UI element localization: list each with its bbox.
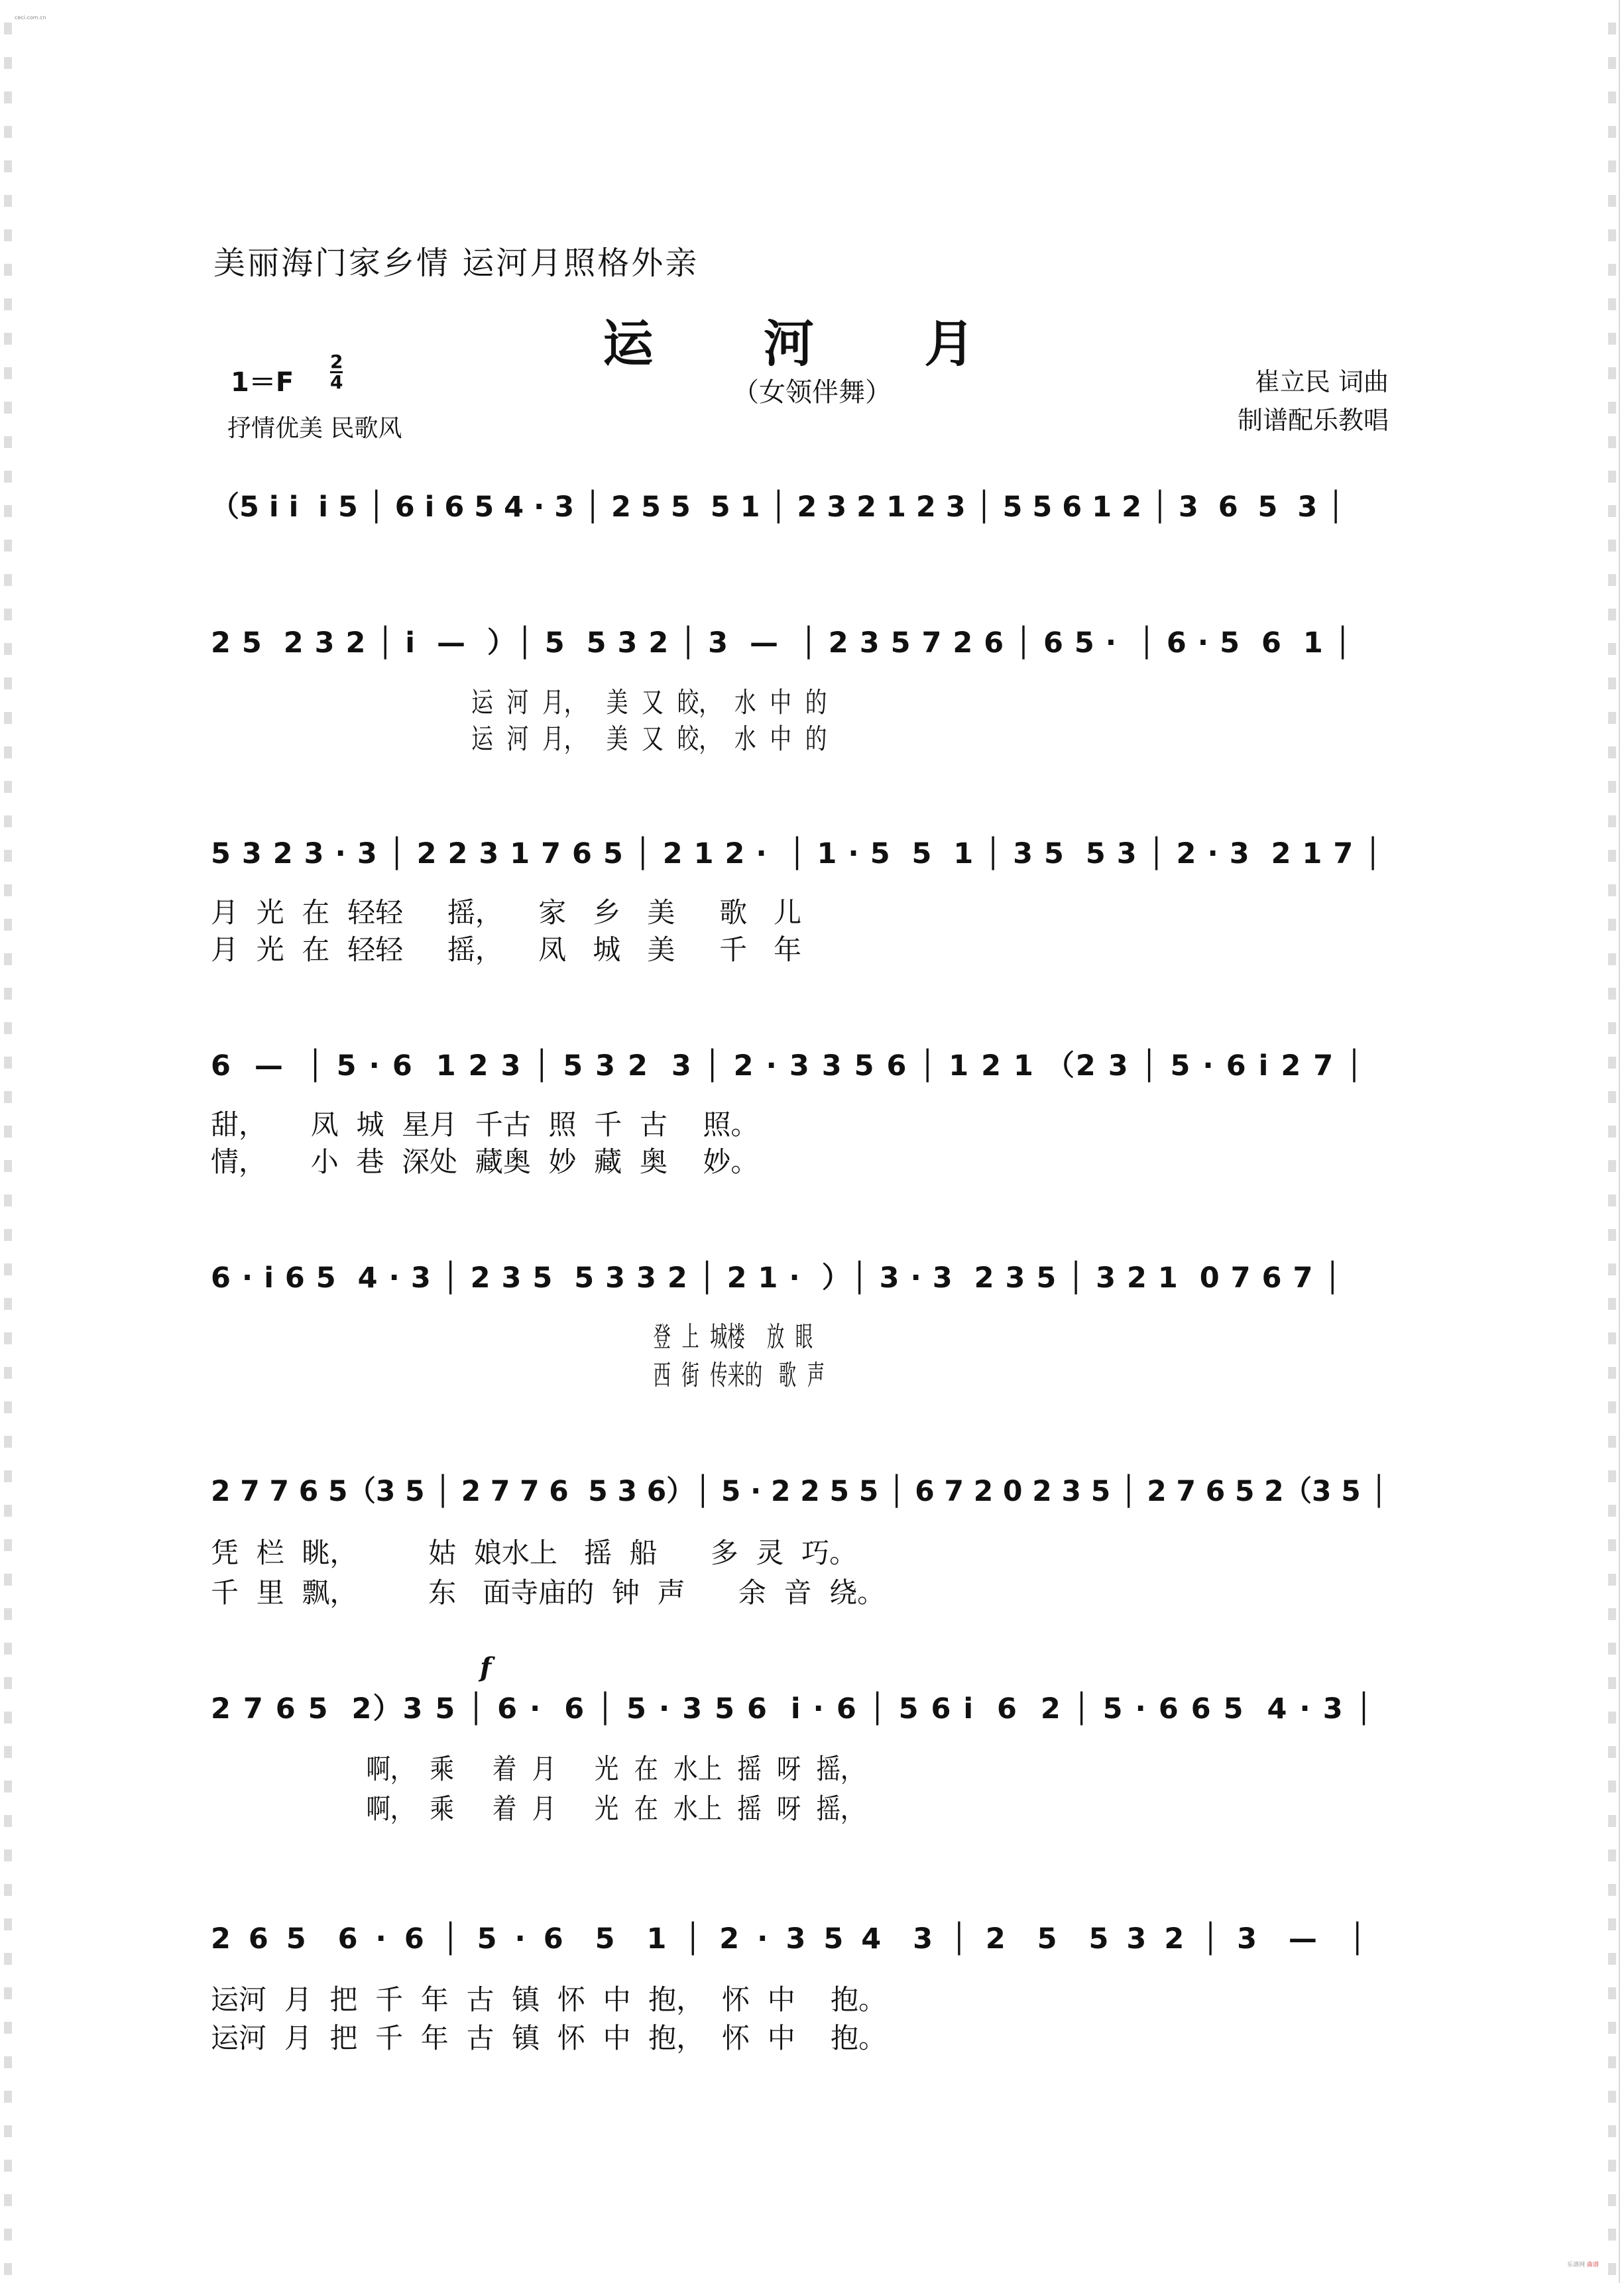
meter-denominator: 4 xyxy=(330,371,343,393)
lyrics-verse-2: 情， 小 巷 深处 藏奥 妙 藏 奥 妙。 xyxy=(211,1145,759,1178)
lyrics-verse-2: 运河 月 把 千 年 古 镇 怀 中 抱， 怀 中 抱。 xyxy=(211,2022,887,2054)
lyrics-verse-1: 运河 月 把 千 年 古 镇 怀 中 抱， 怀 中 抱。 xyxy=(211,1983,887,2016)
meter-numerator: 2 xyxy=(330,351,343,373)
footer-left-text: 乐谱网 xyxy=(1567,2262,1586,2268)
score-system-4 xyxy=(211,1046,1387,1086)
score-system-3 xyxy=(211,834,1387,874)
score-system-2 xyxy=(211,623,1387,663)
notation-line: 2 7 6 5 2）3 5 │ 6 · 6 │ 5 · 3 5 6 i · 6 │ 5 6 i 6 2 │ 5 · 6 6 5 4 · 3 │ xyxy=(211,1692,1374,1726)
credit-composer: 崔立民 词曲 xyxy=(1254,367,1389,396)
song-subtitle: （女领伴舞） xyxy=(732,377,892,408)
lyrics-verse-1: 甜， 凤 城 星月 千古 照 千 古 照。 xyxy=(211,1108,759,1141)
lyrics-verse-1: 运 河 月， 美 又 皎， 水 中 的 xyxy=(471,686,827,719)
notation-line: 5 3 2 3 · 3 │ 2 2 3 1 7 6 5 │ 2 1 2 · │ 1 · 5 5 1 │ 3 5 5 3 │ 2 · 3 2 1 7 │ xyxy=(211,837,1383,870)
score-system-8 xyxy=(211,1919,1387,1959)
score-system-7 xyxy=(211,1689,1387,1729)
notation-line: 2 5 2 3 2 │ i — ）│ 5 5 3 2 │ 3 — │ 2 3 5 7 2 6 │ 6 5 · │ 6 · 5 6 1 │ xyxy=(211,626,1352,660)
notation-line: （5 i i i 5 │ 6 i 6 5 4 · 3 │ 2 5 5 5 1 │ 2 3 2 1 2 3 │ 5 5 6 1 2 │ 3 6 5 3 │ xyxy=(211,491,1345,524)
lyrics-verse-2: 啊， 乘 着 月 光 在 水上 摇 呀 摇， xyxy=(366,1792,865,1825)
notation-line: 6 — │ 5 · 6 1 2 3 │ 5 3 2 3 │ 2 · 3 3 5 6 │ 1 2 1 （2 3 │ 5 · 6 i 2 7 │ xyxy=(211,1049,1365,1083)
lyrics-verse-2: 运 河 月， 美 又 皎， 水 中 的 xyxy=(471,723,827,755)
score-system-1 xyxy=(211,487,1387,527)
key-signature: 1＝F xyxy=(231,367,294,398)
lyrics-verse-1: 月 光 在 轻轻 摇， 家 乡 美 歌 儿 xyxy=(211,896,802,929)
lyrics-verse-2: 千 里 飘， 东 面寺庙的 钟 声 余 音 绕。 xyxy=(211,1576,886,1609)
lyrics-verse-1: 登 上 城楼 放 眼 xyxy=(653,1320,813,1353)
top-left-mark: ceci.com.cn xyxy=(15,15,46,21)
score-system-5 xyxy=(211,1258,1387,1298)
motto-line: 美丽海门家乡情 运河月照格外亲 xyxy=(213,245,699,282)
footer-right-text: 曲谱 xyxy=(1586,2262,1599,2268)
lyrics-verse-2: 西 街 传来的 歌 声 xyxy=(653,1359,825,1391)
dynamic-forte: f xyxy=(480,1652,492,1683)
score-system-6 xyxy=(211,1472,1387,1511)
notation-line: 2 7 7 6 5（3 5 │ 2 7 7 6 5 3 6）│ 5 · 2 2 5 5 │ 6 7 2 0 2 3 5 │ 2 7 6 5 2（3 5 │ xyxy=(211,1475,1388,1508)
time-signature xyxy=(330,353,343,392)
lyrics-verse-1: 凭 栏 眺， 姑 娘水上 摇 船 多 灵 巧。 xyxy=(211,1537,858,1569)
credit-arranger: 制谱配乐教唱 xyxy=(1237,406,1389,435)
lyrics-verse-2: 月 光 在 轻轻 摇， 凤 城 美 千 年 xyxy=(211,933,802,966)
tempo-marking: 抒情优美 民歌风 xyxy=(227,415,402,442)
notation-line: 2 6 5 6 · 6 │ 5 · 6 5 1 │ 2 · 3 5 4 3 │ 2 5 5 3 2 │ 3 — │ xyxy=(211,1922,1370,1956)
notation-line: 6 · i 6 5 4 · 3 │ 2 3 5 5 3 3 2 │ 2 1 · ）│ 3 · 3 2 3 5 │ 3 2 1 0 7 6 7 │ xyxy=(211,1261,1342,1295)
footer-mark xyxy=(1567,2260,1599,2268)
lyrics-verse-1: 啊， 乘 着 月 光 在 水上 摇 呀 摇， xyxy=(366,1753,865,1785)
song-title: 运 河 月 xyxy=(603,314,1021,373)
